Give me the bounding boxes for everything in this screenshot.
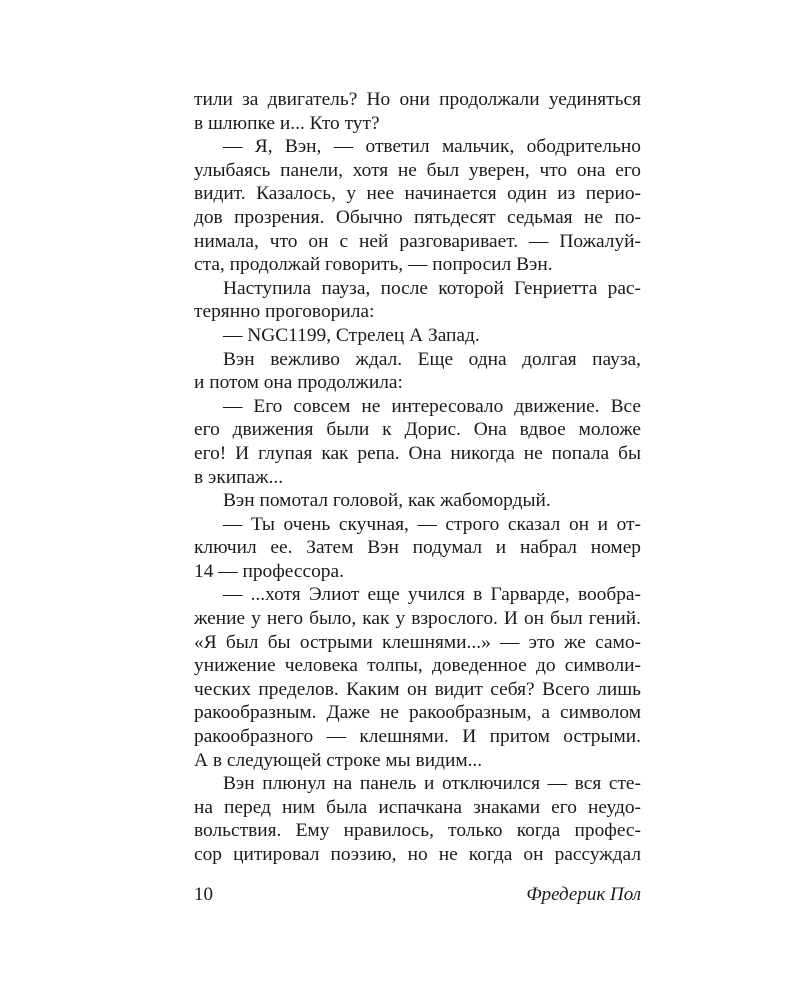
text-line: — NGC1199, Стрелец А Запад. [223, 324, 480, 346]
text-line: в экипаж... [194, 466, 284, 488]
page-footer [194, 884, 641, 912]
text-line: ключил ее. Затем Вэн подумал и набрал номер [194, 537, 641, 559]
text-line: жение у него было, как у взрослого. И он был гений. [194, 608, 641, 630]
text-line: нимала, что он с ней разговаривает. — Пожалуй- [194, 230, 641, 252]
text-line: видит. Казалось, у нее начинается один из перио- [194, 183, 641, 205]
text-line: вольствия. Ему нравилось, только когда профес- [194, 820, 641, 842]
body-text [194, 88, 641, 867]
running-author: Фредерик Пол [526, 884, 641, 905]
text-line: унижение человека толпы, доведенное до символи- [194, 655, 641, 677]
text-line: 14 — профессора. [194, 560, 344, 582]
text-line: сор цитировал поэзию, но не когда он рассуждал [194, 844, 641, 865]
text-line: Вэн помотал головой, как жабомордый. [223, 490, 551, 512]
text-line: дов прозрения. Обычно пятьдесят седьмая не по- [194, 206, 641, 228]
text-line: «Я был бы острыми клешнями...» — это же само- [194, 631, 641, 653]
text-line: его движения были к Дорис. Она вдвое моложе [194, 419, 641, 441]
text-line: в шлюпке и... Кто тут? [194, 112, 380, 134]
text-line: Наступила пауза, после которой Генриетта рас- [223, 277, 641, 299]
text-line: ческих пределов. Каким он видит себя? Всего лишь [194, 678, 641, 700]
text-line: А в следующей строке мы видим... [194, 749, 483, 771]
text-line: — Ты очень скучная, — строго сказал он и от- [223, 513, 641, 535]
page-number: 10 [194, 884, 213, 905]
text-line: и потом она продолжила: [194, 372, 403, 394]
text-line: ста, продолжай говорить, — попросил Вэн. [194, 254, 553, 276]
text-line: — Его совсем не интересовало движение. Все [223, 395, 641, 417]
text-line: его! И глупая как репа. Она никогда не попала бы [194, 442, 641, 464]
text-line: — Я, Вэн, — ответил мальчик, ободрительно [223, 136, 641, 158]
text-line: тили за двигатель? Но они продолжали уединяться [194, 89, 641, 110]
text-line: ракообразным. Даже не ракообразным, а символом [194, 702, 641, 724]
text-line: — ...хотя Элиот еще учился в Гарварде, вообра- [223, 584, 641, 606]
text-line: улыбаясь панели, хотя не был уверен, что она его [194, 159, 641, 181]
text-line: на перед ним была испачкана знаками его неудо- [194, 796, 641, 818]
text-line: Вэн плюнул на панель и отключился — вся сте- [223, 773, 641, 795]
text-line: Вэн вежливо ждал. Еще одна долгая пауза, [223, 348, 641, 370]
text-line: терянно проговорила: [194, 301, 375, 323]
text-line: ракообразного — клешнями. И притом острыми. [194, 726, 641, 748]
